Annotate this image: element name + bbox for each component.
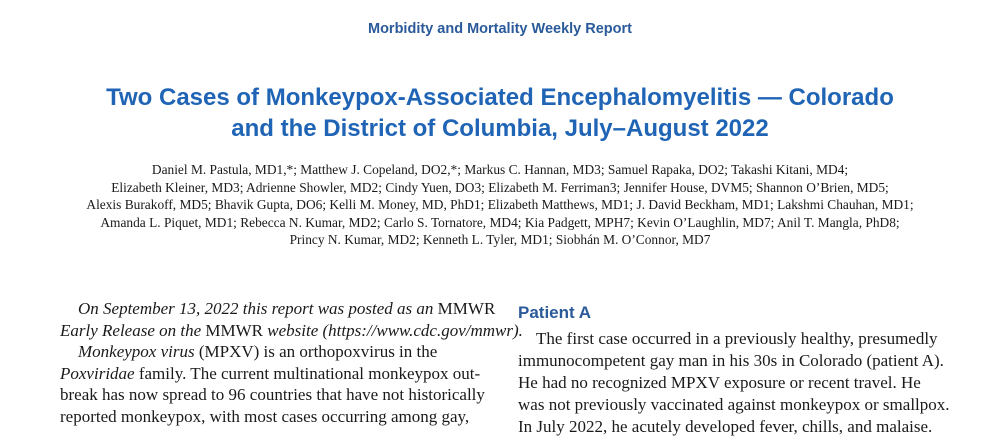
title-line-2: and the District of Columbia, July–August 2022 <box>231 115 769 142</box>
body-paragraph-line-2: Poxviridae family. The current multinational monkeypox out- <box>60 363 481 383</box>
patient-a-line-1: The first case occurred in a previously healthy, presumedly <box>536 329 938 348</box>
title-line-1: Two Cases of Monkeypox-Associated Encephalomyelitis — Colorado <box>106 84 894 111</box>
right-column <box>518 298 950 438</box>
section-heading-patient-a: Patient A <box>518 303 592 322</box>
author-line-2: Elizabeth Kleiner, MD3; Adrienne Showler, MD2; Cindy Yuen, DO3; Elizabeth M. Ferriman3; Jennifer House, DVM5; Shannon O’Brien, MD5; <box>111 179 889 195</box>
article-title <box>60 82 940 144</box>
patient-a-line-2: immunocompetent gay man in his 30s in Colorado (patient A). <box>518 351 944 370</box>
early-release-note-line-2: Early Release on the MMWR website (https://www.cdc.gov/mmwr). <box>60 320 523 340</box>
author-line-5: Princy N. Kumar, MD2; Kenneth L. Tyler, MD1; Siobhán M. O’Connor, MD7 <box>289 232 711 247</box>
body-paragraph-line-1: Monkeypox virus (MPXV) is an orthopoxvirus in the <box>78 342 438 361</box>
patient-a-line-5: In July 2022, he acutely developed fever, chills, and malaise. <box>518 417 933 436</box>
patient-a-line-4: was not previously vaccinated against monkeypox or smallpox. <box>518 395 950 414</box>
author-line-4: Amanda L. Piquet, MD1; Rebecca N. Kumar, MD2; Carlo S. Tornatore, MD4; Kia Padgett, MPH7; Kevin O’Laughlin, MD7; Anil T. Mangla, PhD8; <box>100 214 900 230</box>
journal-header: Morbidity and Mortality Weekly Report <box>368 21 632 37</box>
patient-a-line-3: He had no recognized MPXV exposure or recent travel. He <box>518 373 921 392</box>
body-paragraph-line-4: reported monkeypox, with most cases occurring among gay, <box>60 406 470 426</box>
author-list <box>30 161 970 249</box>
early-release-note-line-1: On September 13, 2022 this report was posted as an MMWR <box>78 299 496 318</box>
left-column <box>60 298 523 427</box>
body-paragraph-line-3: break has now spread to 96 countries that have not historically <box>60 385 485 404</box>
author-line-3: Alexis Burakoff, MD5; Bhavik Gupta, DO6; Kelli M. Money, MD, PhD1; Elizabeth Matthews, MD1; J. David Beckham, MD1; Lakshmi Chauhan, MD1; <box>86 197 914 212</box>
author-line-1: Daniel M. Pastula, MD1,*; Matthew J. Copeland, DO2,*; Markus C. Hannan, MD3; Samuel Rapaka, DO2; Takashi Kitani, MD4; <box>151 162 849 177</box>
